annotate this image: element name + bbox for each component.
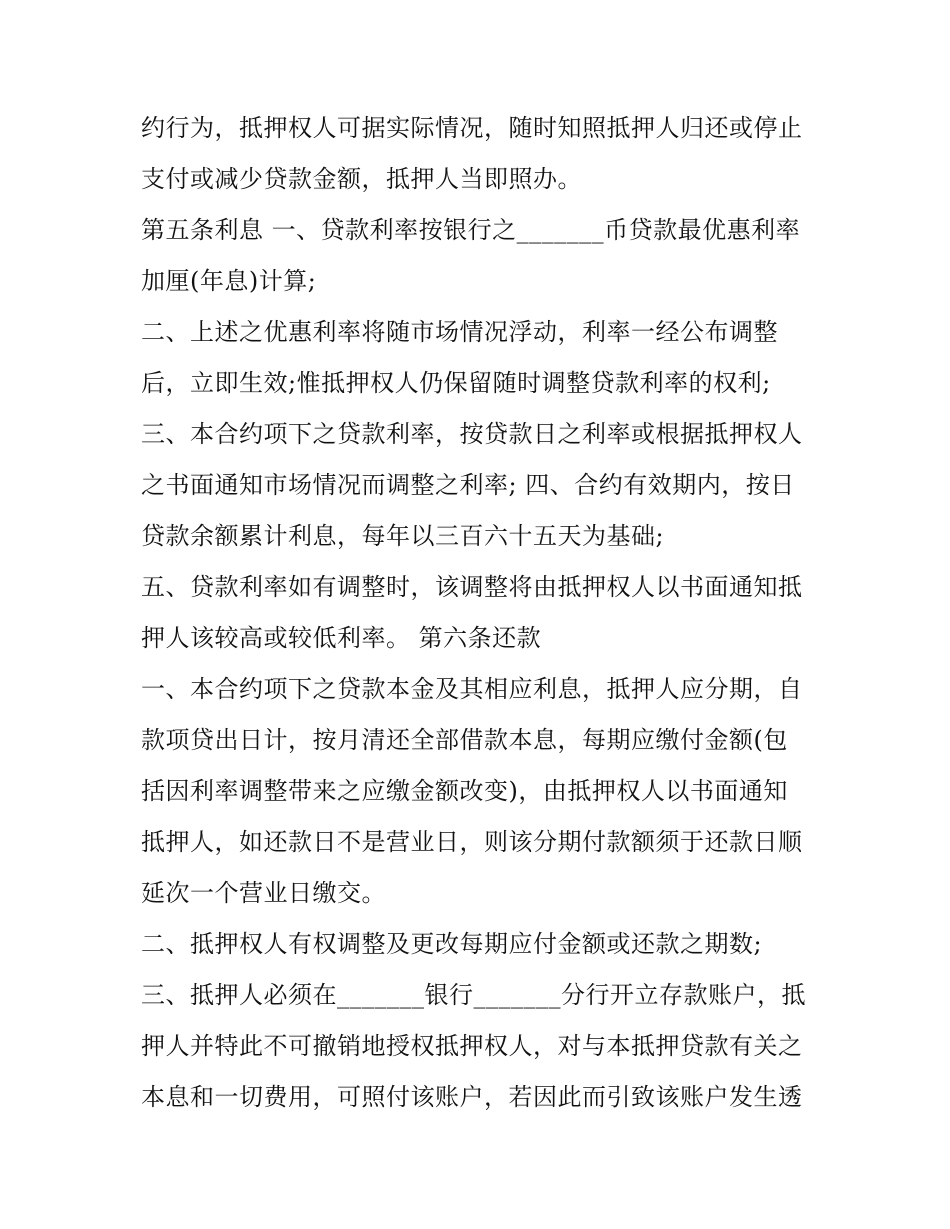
text-line: 之书面通知市场情况而调整之利率; 四、合约有效期内，按日 <box>141 471 795 499</box>
text-line: 约行为，抵押权人可据实际情况，随时知照抵押人归还或停止 <box>141 114 803 142</box>
text-line: 贷款余额累计利息，每年以三百六十五天为基础; <box>141 522 665 550</box>
text-line: 三、抵押人必须在_______银行_______分行开立存款账户，抵 <box>141 981 806 1009</box>
text-line: 二、上述之优惠利率将随市场情况浮动，利率一经公布调整 <box>141 318 778 346</box>
contract-text-body <box>141 103 821 1123</box>
text-line: 延次一个营业日缴交。 <box>141 879 386 907</box>
text-line: 后，立即生效;惟抵押权人仍保留随时调整贷款利率的权利; <box>141 369 771 397</box>
text-line: 加厘(年息)计算; <box>141 267 317 295</box>
text-line: 款项贷出日计，按月清还全部借款本息，每期应缴付金额(包 <box>141 726 788 754</box>
text-line: 抵押人，如还款日不是营业日，则该分期付款额须于还款日顺 <box>141 828 803 856</box>
text-line: 本息和一切费用，可照付该账户，若因此而引致该账户发生透 <box>141 1083 803 1111</box>
text-line: 一、本合约项下之贷款本金及其相应利息，抵押人应分期，自 <box>141 675 803 703</box>
text-line: 第五条利息 一、贷款利率按银行之_______币贷款最优惠利率 <box>141 216 801 244</box>
text-line: 押人该较高或较低利率。 第六条还款 <box>141 624 542 652</box>
text-line: 三、本合约项下之贷款利率，按贷款日之利率或根据抵押权人 <box>141 420 803 448</box>
text-line: 押人并特此不可撤销地授权抵押权人，对与本抵押贷款有关之 <box>141 1032 803 1060</box>
text-line: 括因利率调整带来之应缴金额改变)，由抵押权人以书面通知 <box>141 777 788 805</box>
text-line: 支付或减少贷款金额，抵押人当即照办。 <box>141 165 582 193</box>
text-line: 二、抵押权人有权调整及更改每期应付金额或还款之期数; <box>141 930 763 958</box>
text-line: 五、贷款利率如有调整时，该调整将由抵押权人以书面通知抵 <box>141 573 803 601</box>
